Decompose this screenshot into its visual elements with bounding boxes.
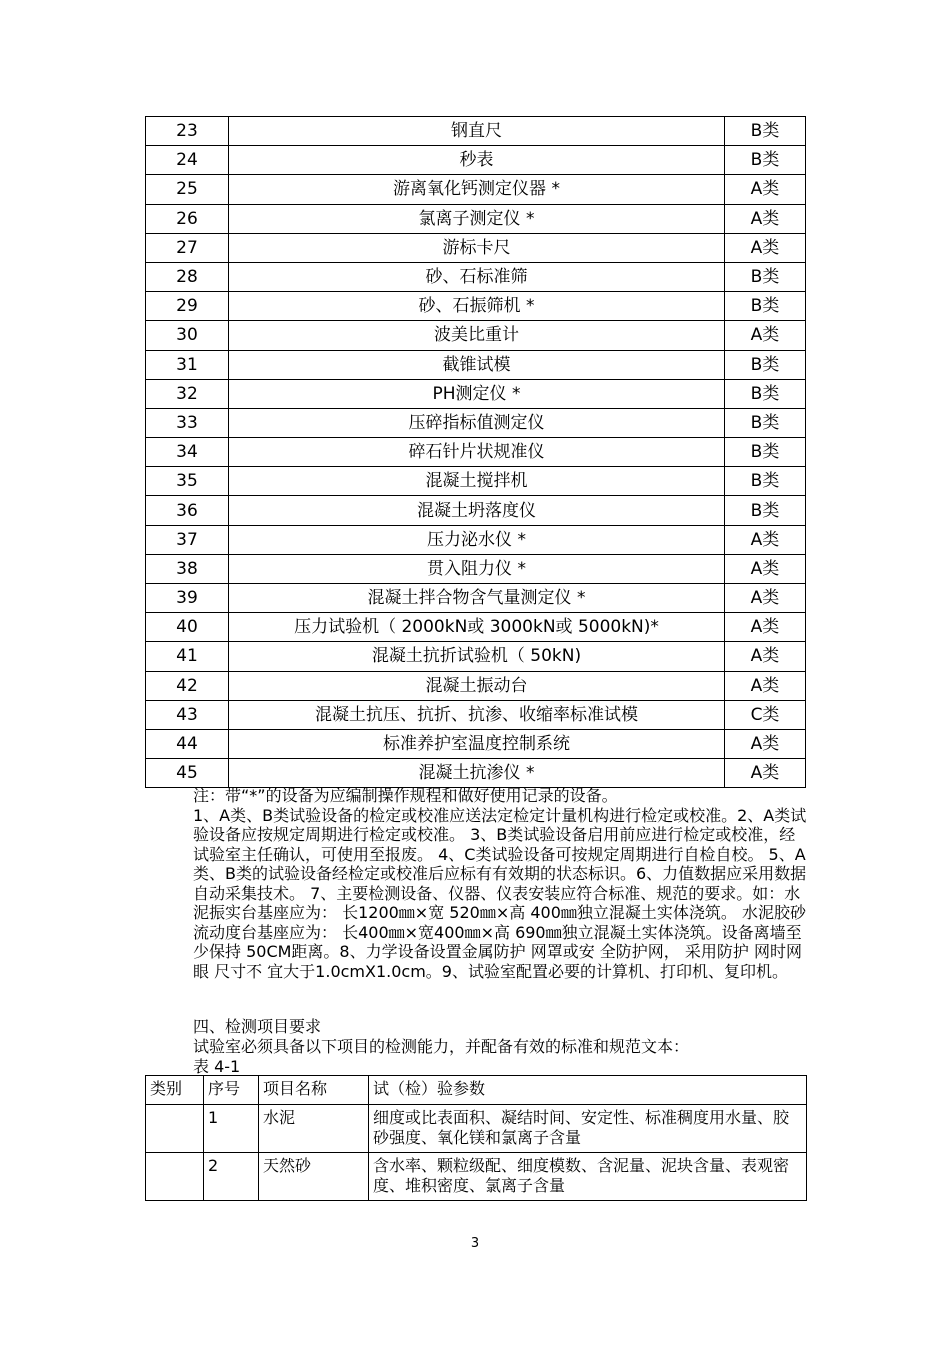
equipment-name: 秒表 [229, 146, 725, 175]
equipment-class: A类 [725, 554, 806, 583]
equipment-class: A类 [725, 321, 806, 350]
row-number: 43 [146, 700, 229, 729]
item-name-cell: 天然砂 [259, 1153, 369, 1201]
params-cell: 细度或比表面积、凝结时间、安定性、标准稠度用水量、胶砂强度、氧化镁和氯离子含量 [369, 1105, 807, 1153]
equipment-name: 标准养护室温度控制系统 [229, 729, 725, 758]
equipment-name: 混凝土抗压、抗折、抗渗、收缩率标准试模 [229, 700, 725, 729]
equipment-class: A类 [725, 584, 806, 613]
equipment-name: 钢直尺 [229, 117, 725, 146]
equipment-name: 混凝土振动台 [229, 671, 725, 700]
table-row [146, 175, 806, 204]
table-row [146, 525, 806, 554]
row-number: 33 [146, 408, 229, 437]
table-row [146, 584, 806, 613]
item-name-cell: 水泥 [259, 1105, 369, 1153]
header-category: 类别 [146, 1076, 204, 1105]
table-row [146, 1153, 807, 1201]
row-number: 39 [146, 584, 229, 613]
equipment-class: A类 [725, 175, 806, 204]
note-body: 1、A类、B类试验设备的检定或校准应送法定检定计量机构进行检定或校准。2、A类试验设备应按规定周期进行检定或校准。 3、B类试验设备启用前应进行检定或校准，经试验室主任确认，可使用至报废。 4、C类试验设备可按规定周期进行自检自校。 5、A类、B类的试验设备经检定或校准后应标有有效期的状态标识。6、力值数据应采用数据自动采集技术。 7、主要检测设备、仪器、仪表安装应符合标准、规范的要求。如：水泥振实台基座应为： 长1200㎜×宽 520㎜×高 400㎜独立混凝土实体浇筑。 水泥胶砂流动度台基座应为： 长400㎜×宽400㎜×高 690㎜独立混凝土实体浇筑。设备离墙至少保持 50CM距离。8、力学设备设置金属防护 网罩或安 全防护网， 采用防护 网时网眼 尺寸不 宜大于1.0cmX1.0cm。9、试验室配置必要的计算机、打印机、复印机。 [193, 805, 807, 981]
equipment-name: 压力泌水仪 * [229, 525, 725, 554]
equipment-class: B类 [725, 146, 806, 175]
equipment-class: A类 [725, 613, 806, 642]
equipment-class: A类 [725, 729, 806, 758]
row-number: 41 [146, 642, 229, 671]
row-number: 27 [146, 233, 229, 262]
section-4-heading: 四、检测项目要求 [193, 1017, 322, 1036]
table-row [146, 700, 806, 729]
row-number: 44 [146, 729, 229, 758]
equipment-table [145, 116, 806, 788]
table-row [146, 613, 806, 642]
row-number: 42 [146, 671, 229, 700]
equipment-class: A类 [725, 233, 806, 262]
row-number: 45 [146, 759, 229, 788]
equipment-name: 压碎指标值测定仪 [229, 408, 725, 437]
equipment-class: B类 [725, 496, 806, 525]
equipment-class: A类 [725, 642, 806, 671]
equipment-name: 混凝土抗折试验机（ 50kN) [229, 642, 725, 671]
row-number: 29 [146, 292, 229, 321]
equipment-class: A类 [725, 759, 806, 788]
row-number: 36 [146, 496, 229, 525]
row-number: 31 [146, 350, 229, 379]
table-row [146, 438, 806, 467]
section-4 [145, 1017, 809, 1077]
equipment-class: A类 [725, 671, 806, 700]
equipment-class: B类 [725, 117, 806, 146]
project-table [145, 1075, 807, 1201]
table-row [146, 554, 806, 583]
row-number: 30 [146, 321, 229, 350]
seq-cell: 2 [204, 1153, 259, 1201]
table-row [146, 729, 806, 758]
equipment-class: A类 [725, 204, 806, 233]
equipment-name: 截锥试模 [229, 350, 725, 379]
table-row [146, 292, 806, 321]
notes-block [145, 786, 809, 981]
table-row [146, 204, 806, 233]
equipment-name: 混凝土拌合物含气量测定仪 * [229, 584, 725, 613]
equipment-name: 游离氧化钙测定仪器 * [229, 175, 725, 204]
table-4-1-label: 表 4-1 [193, 1057, 241, 1076]
equipment-name: 波美比重计 [229, 321, 725, 350]
equipment-class: B类 [725, 292, 806, 321]
table-row [146, 496, 806, 525]
project-table-header [146, 1076, 807, 1105]
category-cell [146, 1105, 204, 1153]
note-line: 注：带“*”的设备为应编制操作规程和做好使用记录的设备。 [193, 786, 618, 805]
row-number: 40 [146, 613, 229, 642]
equipment-class: B类 [725, 408, 806, 437]
equipment-class: B类 [725, 350, 806, 379]
table-row [146, 233, 806, 262]
table-row [146, 1105, 807, 1153]
equipment-class: B类 [725, 262, 806, 291]
equipment-name: 碎石针片状规准仪 [229, 438, 725, 467]
row-number: 37 [146, 525, 229, 554]
equipment-class: B类 [725, 379, 806, 408]
row-number: 26 [146, 204, 229, 233]
table-row [146, 759, 806, 788]
table-row [146, 146, 806, 175]
table-row [146, 117, 806, 146]
row-number: 28 [146, 262, 229, 291]
table-row [146, 408, 806, 437]
row-number: 25 [146, 175, 229, 204]
table-row [146, 321, 806, 350]
table-row [146, 350, 806, 379]
table-row [146, 642, 806, 671]
equipment-class: A类 [725, 525, 806, 554]
header-item-name: 项目名称 [259, 1076, 369, 1105]
equipment-name: 砂、石标准筛 [229, 262, 725, 291]
equipment-name: 混凝土坍落度仪 [229, 496, 725, 525]
row-number: 23 [146, 117, 229, 146]
row-number: 24 [146, 146, 229, 175]
seq-cell: 1 [204, 1105, 259, 1153]
section-4-intro: 试验室必须具备以下项目的检测能力，并配备有效的标准和规范文本： [193, 1037, 690, 1056]
table-row [146, 671, 806, 700]
row-number: 35 [146, 467, 229, 496]
equipment-name: 氯离子测定仪 * [229, 204, 725, 233]
equipment-name: 混凝土搅拌机 [229, 467, 725, 496]
row-number: 38 [146, 554, 229, 583]
row-number: 34 [146, 438, 229, 467]
table-row [146, 262, 806, 291]
row-number: 32 [146, 379, 229, 408]
params-cell: 含水率、颗粒级配、细度模数、含泥量、泥块含量、表观密度、堆积密度、氯离子含量 [369, 1153, 807, 1201]
category-cell [146, 1153, 204, 1201]
header-seq: 序号 [204, 1076, 259, 1105]
equipment-name: 砂、石振筛机 * [229, 292, 725, 321]
equipment-class: C类 [725, 700, 806, 729]
equipment-name: 压力试验机（ 2000kN或 3000kN或 5000kN)* [229, 613, 725, 642]
page-number: 3 [470, 1236, 480, 1251]
header-params: 试（检）验参数 [369, 1076, 807, 1105]
equipment-name: 游标卡尺 [229, 233, 725, 262]
equipment-class: B类 [725, 438, 806, 467]
table-row [146, 379, 806, 408]
table-row [146, 467, 806, 496]
equipment-name: PH测定仪 * [229, 379, 725, 408]
equipment-name: 混凝土抗渗仪 * [229, 759, 725, 788]
equipment-class: B类 [725, 467, 806, 496]
equipment-name: 贯入阻力仪 * [229, 554, 725, 583]
